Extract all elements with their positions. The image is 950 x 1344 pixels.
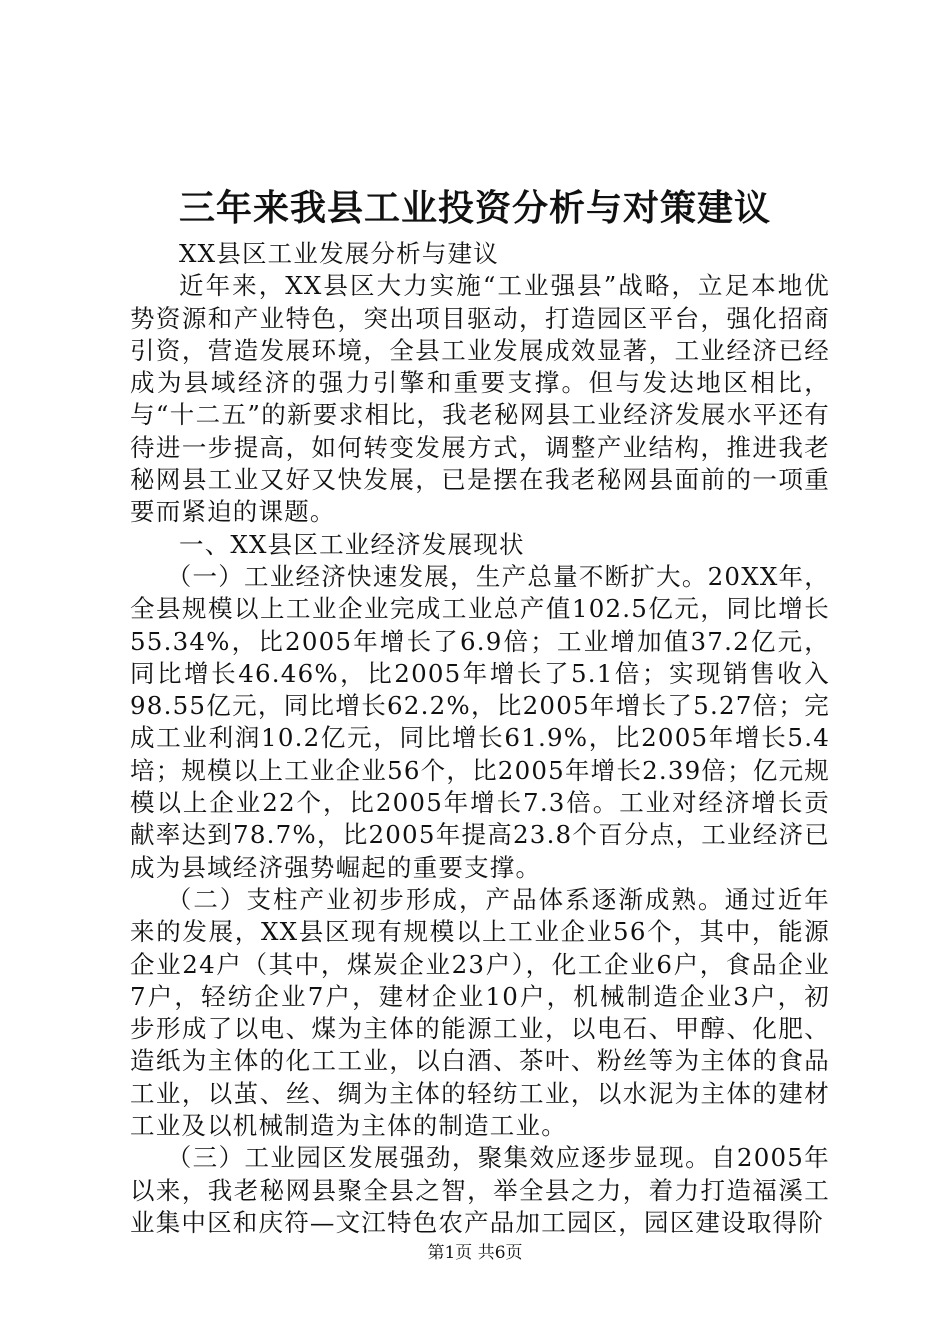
body-paragraph: （二）支柱产业初步形成，产品体系逐渐成熟。通过近年来的发展，XX县区现有规模以上工业企业56个，其中，能源企业24户（其中，煤炭企业23户），化工企业6户，食品企业7户，轻纺企业7户，建材企业10户，机械制造企业3户，初步形成了以电、煤为主体的能源工业，以电石、甲醇、化肥、造纸为主体的化工工业，以白酒、茶叶、粉丝等为主体的食品工业，以茧、丝、绸为主体的轻纺工业，以水泥为主体的建材工业及以机械制造为主体的制造工业。 <box>130 884 830 1141</box>
body-paragraph: （一）工业经济快速发展，生产总量不断扩大。20XX年，全县规模以上工业企业完成工业总产值102.5亿元，同比增长55.34%，比2005年增长了6.9倍；工业增加值37.2亿元，同比增长46.46%，比2005年增长了5.1倍；实现销售收入98.55亿元，同比增长62.2%，比2005年增长了5.27倍；完成工业利润10.2亿元，同比增长61.9%，比2005年增长5.4培；规模以上工业企业56个，比2005年增长2.39倍；亿元规模以上企业22个，比2005年增长7.3倍。工业对经济增长贡献率达到78.7%，比2005年提高23.8个百分点，工业经济已成为县域经济强势崛起的重要支撑。 <box>130 561 830 882</box>
body-paragraph: （三）工业园区发展强劲，聚集效应逐步显现。自2005年以来，我老秘网县聚全县之智，举全县之力，着力打造福溪工业集中区和庆符—文江特色农产品加工园区，园区建设取得阶 <box>130 1143 830 1237</box>
document-body <box>130 238 830 1239</box>
intro-paragraph: 近年来，XX县区大力实施“工业强县”战略，立足本地优势资源和产业特色，突出项目驱动，打造园区平台，强化招商引资，营造发展环境，全县工业发展成效显著，工业经济已经成为县域经济的强力引擎和重要支撑。但与发达地区相比，与“十二五”的新要求相比，我老秘网县工业经济发展水平还有待进一步提高，如何转变发展方式，调整产业结构，推进我老秘网县工业又好又快发展，已是摆在我老秘网县面前的一项重要而紧迫的课题。 <box>130 271 830 527</box>
section-heading: 一、XX县区工业经济发展现状 <box>179 529 525 559</box>
page-number-footer: 第1页 共6页 <box>427 1243 523 1263</box>
subtitle-paragraph: XX县区工业发展分析与建议 <box>179 239 499 268</box>
document-title: 三年来我县工业投资分析与对策建议 <box>178 187 771 229</box>
